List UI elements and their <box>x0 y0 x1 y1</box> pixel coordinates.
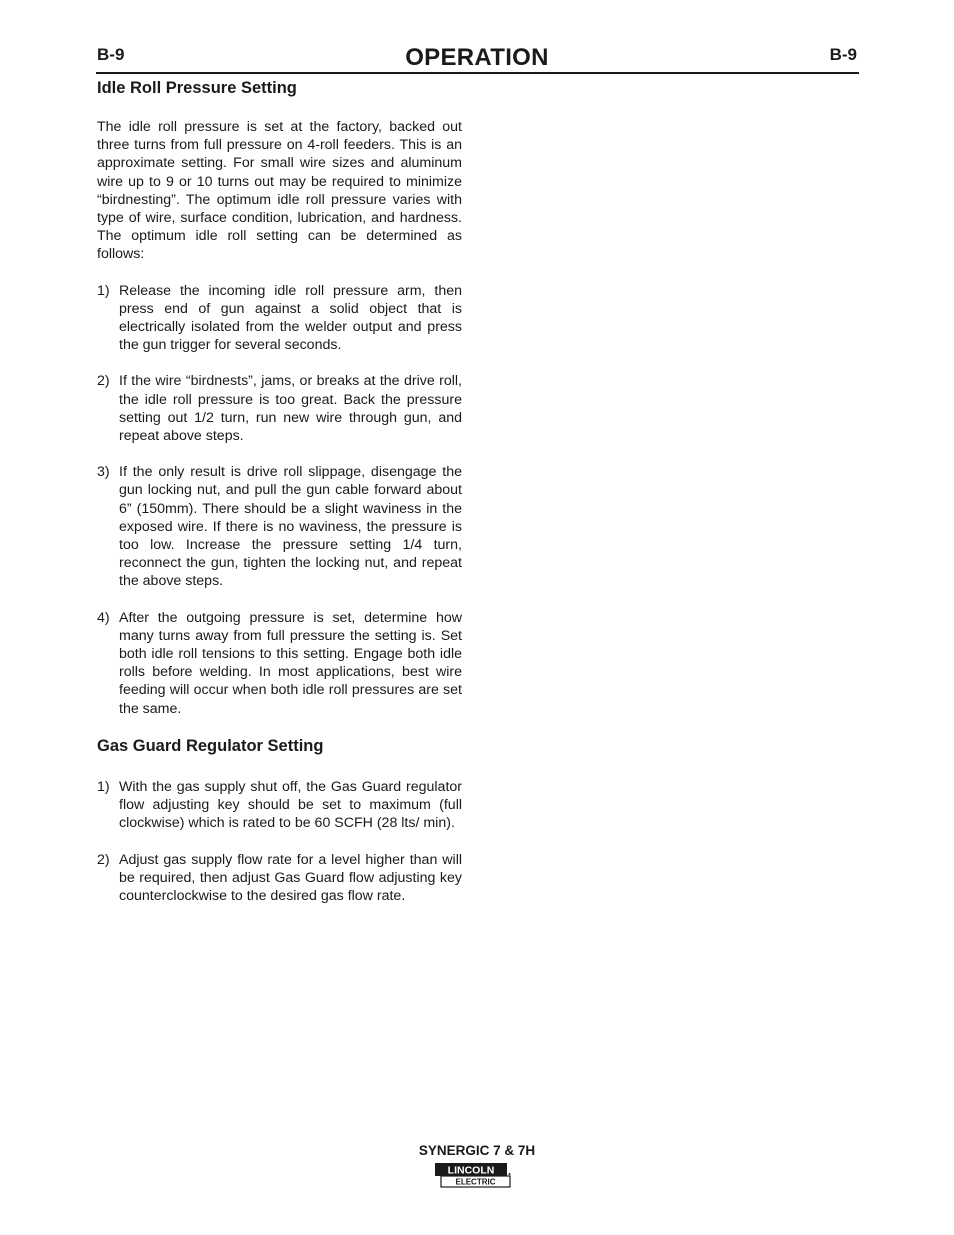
lincoln-electric-logo <box>434 1162 512 1188</box>
step-text: If the wire “birdnests”, jams, or breaks at the drive roll, the idle roll pressure is too great. Back the pressure setting out 1/2 turn, run new wire through gun, and repeat above steps. <box>119 373 462 445</box>
idle-roll-steps <box>97 282 462 718</box>
gas-guard-steps <box>97 778 462 905</box>
logo-bottom-text: ELECTRIC <box>455 1177 496 1187</box>
text-column <box>97 78 462 905</box>
list-item <box>97 778 462 833</box>
step-text: Adjust gas supply flow rate for a level higher than will be required, then adjust Gas Guard flow adjusting key counterclockwise to the desired gas flow rate. <box>119 851 462 904</box>
list-item <box>97 372 462 445</box>
model-name: SYNERGIC 7 & 7H <box>418 1143 536 1158</box>
list-item <box>97 851 462 906</box>
step-number: 4) <box>97 609 110 626</box>
logo-top-text: LINCOLN <box>447 1164 495 1177</box>
idle-roll-intro: The idle roll pressure is set at the factory, backed out three turns from full pressure on 4-roll feeders. This is an approximate setting. For small wire sizes and aluminum wire up to 9 or 10 turns out may be required to minimize “birdnesting”. The optimum idle roll pressure varies with type of wire, surface condition, lubrication, and hardness. The optimum idle roll setting can be determined as follows: <box>97 119 462 263</box>
page-number-left: B-9 <box>97 45 125 64</box>
idle-roll-heading: Idle Roll Pressure Setting <box>97 79 297 97</box>
step-text: If the only result is drive roll slippage, disengage the gun locking nut, and pull the gun cable forward about 6” (150mm). There should be a slight waviness in the exposed wire. If there is no waviness, the pressure is too low. Increase the pressure setting 1/4 turn, reconnect the gun, tighten the locking nut, and repeat the above steps. <box>119 464 462 590</box>
list-item <box>97 463 462 590</box>
step-text: Release the incoming idle roll pressure arm, then press end of gun against a solid object that is electrically isolated from the welder output and press the gun trigger for several seconds. <box>119 282 462 354</box>
page-number-right: B-9 <box>829 45 857 64</box>
step-number: 2) <box>97 851 110 868</box>
list-item <box>97 609 462 718</box>
step-text: With the gas supply shut off, the Gas Guard regulator flow adjusting key should be set to maximum (full clockwise) which is rated to be 60 SCFH (28 lts/ min). <box>119 778 462 832</box>
gas-guard-heading: Gas Guard Regulator Setting <box>97 736 324 755</box>
step-number: 3) <box>97 464 110 481</box>
step-number: 1) <box>97 778 110 795</box>
step-text: After the outgoing pressure is set, determine how many turns away from full pressure the setting is. Set both idle roll tensions to this setting. Engage both idle rolls before welding. In most applications, best wire feeding will occur when both idle roll pressures are set the same. <box>119 609 462 717</box>
list-item <box>97 282 462 355</box>
page-title: OPERATION <box>405 44 549 71</box>
header-rule <box>96 72 859 74</box>
step-number: 2) <box>97 373 110 390</box>
logo-dot <box>509 1173 511 1175</box>
step-number: 1) <box>97 282 110 299</box>
